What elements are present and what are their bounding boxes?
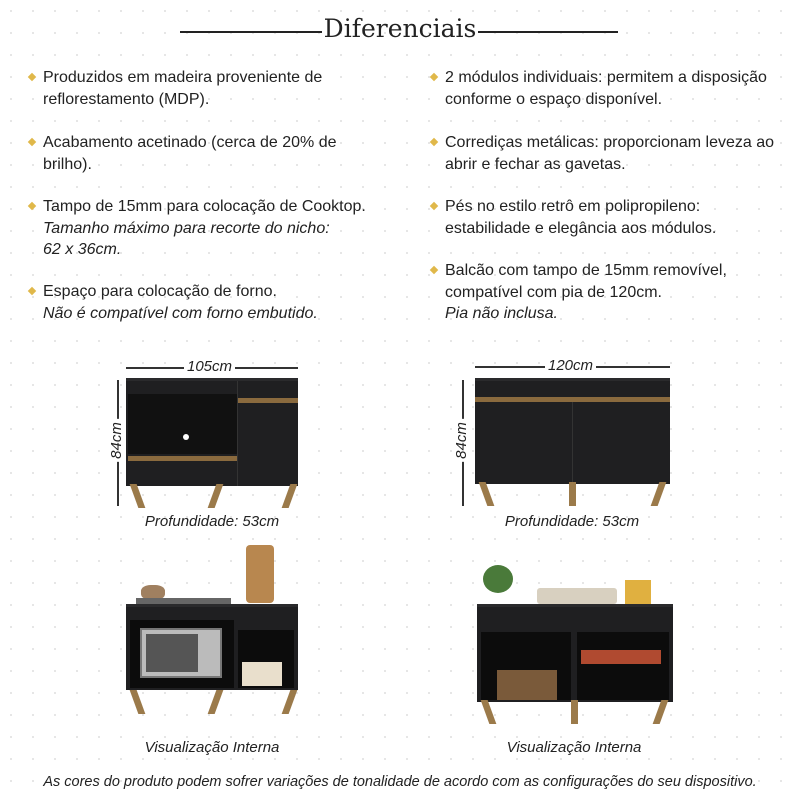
footer-disclaimer: As cores do produto podem sofrer variações de tonalidade de acordo com as configurações do seu dispositivo. [43,774,757,790]
feature-item: Pés no estilo retrô em polipropileno: estabilidade e elegância aos módulos. [445,196,765,239]
diamond-bullet-icon [28,202,36,210]
feature-item: 2 módulos individuais: permitem a disposição conforme o espaço disponível. [445,67,775,110]
module1-height: 84cm [108,419,125,462]
module2-depth: Profundidade: 53cm [504,513,640,530]
feature-item: Tampo de 15mm para colocação de Cooktop. Tamanho máximo para recorte do nicho: 62 x 36cm. [43,196,403,261]
feature-item: Balcão com tampo de 15mm removível, compatível com pia de 120cm. Pia não inclusa. [445,260,775,325]
diamond-bullet-icon [28,73,36,81]
module2-internal-image [477,560,673,730]
diamond-bullet-icon [28,287,36,295]
module1-depth: Profundidade: 53cm [144,513,280,530]
diamond-bullet-icon [430,138,438,146]
module1-cabinet-image [126,378,298,508]
title-rule-right [478,31,618,33]
feature-item: Acabamento acetinado (cerca de 20% de brilho). [43,132,373,175]
module1-internal-label: Visualização Interna [144,739,280,756]
feature-item: Produzidos em madeira proveniente de reflorestamento (MDP). [43,67,383,110]
feature-item: Corrediças metálicas: proporcionam leveza ao abrir e fechar as gavetas. [445,132,785,175]
diamond-bullet-icon [430,266,438,274]
diamond-bullet-icon [430,73,438,81]
module1-internal-image [126,540,298,725]
diamond-bullet-icon [430,202,438,210]
module2-internal-label: Visualização Interna [506,739,642,756]
module2-cabinet-image [475,378,670,508]
module2-width: 120cm [545,357,596,374]
module1-width: 105cm [184,358,235,375]
module2-height: 84cm [453,419,470,462]
page-title: Diferenciais [323,14,477,43]
diamond-bullet-icon [28,138,36,146]
feature-item: Espaço para colocação de forno. Não é compatível com forno embutido. [43,281,403,324]
